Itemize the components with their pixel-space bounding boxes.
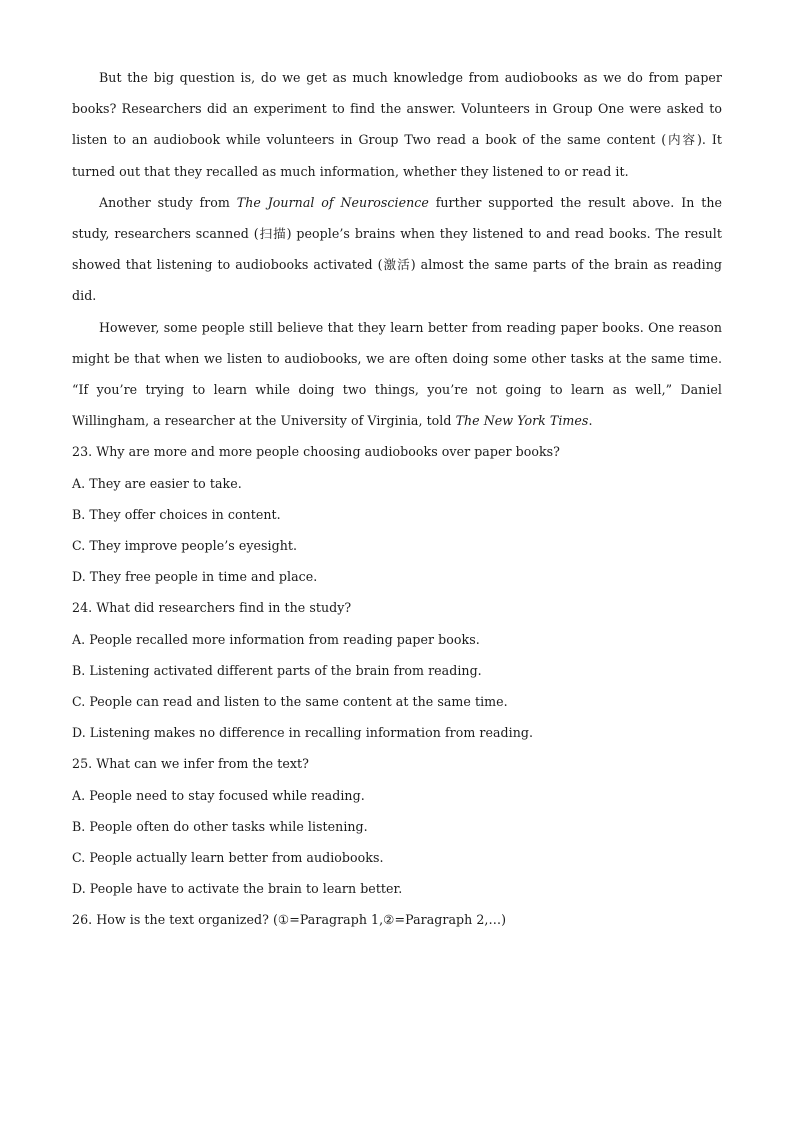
- answer-option: D. Listening makes no difference in recalling information from reading.: [72, 725, 534, 741]
- question-stem: 24. What did researchers find in the study?: [72, 600, 352, 616]
- answer-option: A. People need to stay focused while reading.: [72, 787, 365, 803]
- answer-option: A. People recalled more information from reading paper books.: [72, 631, 480, 647]
- answer-option: C. People can read and listen to the same content at the same time.: [72, 694, 508, 710]
- journal-title: The Journal of Neuroscience: [236, 194, 429, 210]
- answer-option: B. Listening activated different parts of the brain from reading.: [72, 662, 482, 678]
- paragraph-3-end: .: [588, 413, 593, 429]
- paragraph-2-lead: Another study from: [99, 194, 237, 210]
- answer-option: D. People have to activate the brain to learn better.: [72, 881, 403, 897]
- answer-option: B. People often do other tasks while listening.: [72, 818, 368, 834]
- answer-option: B. They offer choices in content.: [72, 506, 281, 522]
- answer-option: C. They improve people’s eyesight.: [72, 538, 298, 554]
- paragraph-2-rest: further supported the result above. In the study, researchers scanned (扫描) people’s brains when they listened to and read books. The result showed that listening to audiobooks activated (激活) almost the same parts of the brain as reading did.: [72, 194, 722, 304]
- passage-paragraph-2: [72, 187, 722, 312]
- question-stem: 26. How is the text organized? (①=Paragraph 1,②=Paragraph 2,…): [72, 912, 507, 928]
- answer-option: D. They free people in time and place.: [72, 569, 318, 585]
- question-stem: 25. What can we infer from the text?: [72, 756, 309, 772]
- paragraph-3-lead: However, some people still believe that they learn better from reading paper books. One reason might be that when we listen to audiobooks, we are often doing some other tasks at the same time. “If you’re trying to learn while doing two things, you’re not going to learn as well,” Daniel Willingham, a researcher at the University of Virginia, told: [72, 319, 722, 429]
- newspaper-title: The New York Times: [455, 413, 589, 429]
- passage-paragraph-1: But the big question is, do we get as much knowledge from audiobooks as we do from paper books? Researchers did an experiment to find the answer. Volunteers in Group One were asked to listen to an audiobook while volunteers in Group Two read a book of the same content (内容). It turned out that they recalled as much information, whether they listened to or read it.: [72, 70, 722, 179]
- passage-paragraph-3: [72, 312, 722, 437]
- document-page: [72, 62, 722, 936]
- answer-option: A. They are easier to take.: [72, 475, 242, 491]
- answer-option: C. People actually learn better from audiobooks.: [72, 850, 384, 866]
- question-stem: 23. Why are more and more people choosing audiobooks over paper books?: [72, 444, 560, 460]
